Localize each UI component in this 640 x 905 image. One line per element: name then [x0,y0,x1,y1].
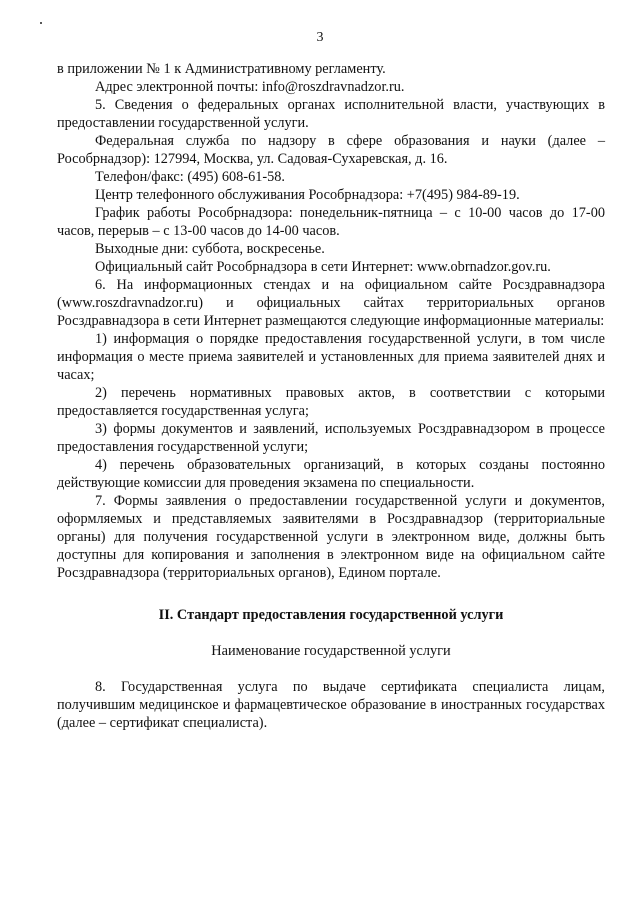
subsection-heading: Наименование государственной услуги [211,643,451,659]
paragraph-8: 8. Государственная услуга по выдаче сертификата специалиста лицам, получившим медицинское и фармацевтическое образование в иностранных государствах (далее – сертификат специалиста). [57,679,605,731]
document-body [57,60,605,732]
paragraph-call-center: Центр телефонного обслуживания Рособрнадзора: +7(495) 984-89-19. [95,187,520,203]
page-number: 3 [316,30,324,45]
paragraph-work-schedule: График работы Рособрнадзора: понедельник-пятница – с 10-00 часов до 17-00 часов, перерыв – с 13-00 часов до 14-00 часов. [57,205,605,239]
section-heading: II. Стандарт предоставления государственной услуги [158,607,504,623]
paragraph-days-off: Выходные дни: суббота, воскресенье. [95,241,325,257]
paragraph-continuation: в приложении № 1 к Административному регламенту. [57,61,386,77]
list-item-1: 1) информация о порядке предоставления государственной услуги, в том числе информация о месте приема заявителей и установленных для приема заявителей днях и часах; [57,331,605,383]
paragraph-7: 7. Формы заявления о предоставлении государственной услуги и документов, оформляемых и представляемых заявителями в Росздравнадзор (территориальные органы) для получения государственной услуги в электронном виде, должны быть доступны для копирования и заполнения в электронном виде на официальном сайте Росздравнадзора (территориальных органов), Едином портале. [57,493,605,581]
list-item-4: 4) перечень образовательных организаций, в которых созданы постоянно действующие комиссии для проведения экзамена по специальности. [57,457,605,491]
paragraph-email: Адрес электронной почты: info@roszdravnadzor.ru. [95,79,405,95]
list-item-2: 2) перечень нормативных правовых актов, в соответствии с которыми предоставляется государственная услуга; [57,385,605,419]
list-item-3: 3) формы документов и заявлений, используемых Росздравнадзором в процессе предоставления государственной услуги; [57,421,605,455]
paragraph-website: Официальный сайт Рособрнадзора в сети Интернет: www.obrnadzor.gov.ru. [95,259,551,275]
paragraph-6: 6. На информационных стендах и на официальном сайте Росздравнадзора (www.roszdravnadzor.ru) и официальных сайтах территориальных органов Росздравнадзора в сети Интернет размещаются следующие информационные материалы: [57,277,605,329]
paragraph-5: 5. Сведения о федеральных органах исполнительной власти, участвующих в предоставлении государственной услуги. [57,97,605,131]
paragraph-rosobrnadzor-address: Федеральная служба по надзору в сфере образования и науки (далее – Рособрнадзор): 127994, Москва, ул. Садовая-Сухаревская, д. 16. [57,133,605,167]
scan-dot [40,22,42,24]
paragraph-phone-fax: Телефон/факс: (495) 608-61-58. [95,169,285,185]
